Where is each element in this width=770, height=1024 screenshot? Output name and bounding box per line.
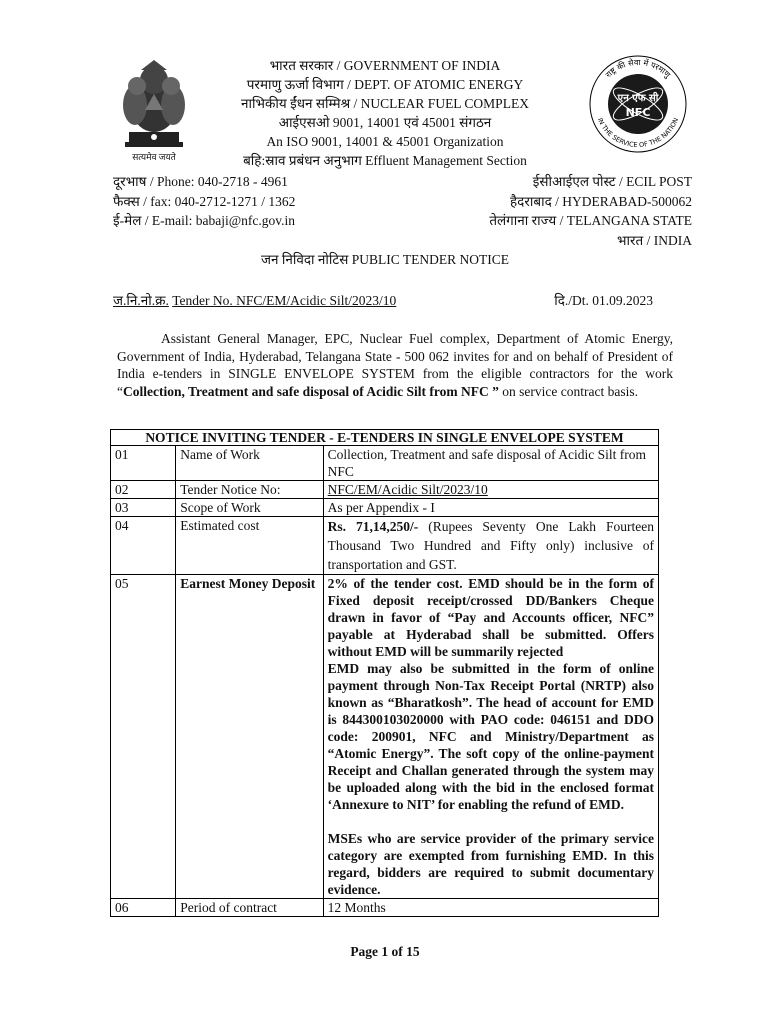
- national-emblem-icon: [115, 50, 193, 162]
- row-value: As per Appendix - I: [323, 499, 658, 517]
- table-row: [111, 446, 659, 481]
- header-line: भारत सरकार / GOVERNMENT OF INDIA: [269, 58, 501, 73]
- page-number: Page 1 of 15: [350, 944, 420, 959]
- table-row: [111, 899, 659, 917]
- row-label: Earnest Money Deposit: [176, 575, 323, 899]
- row-label: Estimated cost: [176, 517, 323, 575]
- tender-ref-prefix: ज.नि.नो.क्र.: [113, 293, 169, 308]
- row-number: 03: [111, 499, 176, 517]
- row-value: NFC/EM/Acidic Silt/2023/10: [323, 481, 658, 499]
- notice-heading: जन निविदा नोटिस PUBLIC TENDER NOTICE: [261, 252, 509, 267]
- row-number: 06: [111, 899, 176, 917]
- emblem-caption: सत्यमेव जयते: [132, 152, 176, 162]
- contact-block: [113, 172, 295, 231]
- estimated-cost-words: (Rupees Seventy One Lakh Fourteen Thousand Two Hundred and Fifty only) inclusive of transportation and GST.: [327, 519, 655, 572]
- header-line: परमाणु ऊर्जा विभाग / DEPT. OF ATOMIC ENERGY: [246, 77, 524, 92]
- header-line: An ISO 9001, 14001 & 45001 Organization: [266, 134, 504, 149]
- row-value: 12 Months: [323, 899, 658, 917]
- tender-date: दि./Dt. 01.09.2023: [554, 293, 653, 308]
- table-row: [111, 517, 659, 575]
- table-title-row: [111, 430, 659, 446]
- address-line: तेलंगाना राज्य / TELANGANA STATE: [489, 213, 692, 228]
- row-value: [323, 517, 658, 575]
- table-row: [111, 499, 659, 517]
- row-number: 01: [111, 446, 176, 481]
- emd-paragraph-1: 2% of the tender cost. EMD should be in the form of Fixed deposit receipt/crossed DD/Bankers Cheque drawn in favor of “Pay and Accounts officer, NFC” payable at Hyderabad shall be submitted. Offers without EMD will be summarily rejected: [327, 576, 654, 659]
- header-line: नाभिकीय ईंधन सम्मिश्र / NUCLEAR FUEL COMPLEX: [241, 96, 529, 111]
- row-value: Collection, Treatment and safe disposal of Acidic Silt from NFC: [323, 446, 658, 481]
- tender-number: Tender No. NFC/EM/Acidic Silt/2023/10: [172, 293, 397, 308]
- row-number: 04: [111, 517, 176, 575]
- svg-text:एन एफ सी: एन एफ सी: [617, 93, 659, 104]
- email-text: ई-मेल / E-mail: babaji@nfc.gov.in: [113, 213, 295, 228]
- row-number: 05: [111, 575, 176, 899]
- svg-text:NFC: NFC: [625, 106, 651, 119]
- emd-paragraph-2: EMD may also be submitted in the form of online payment through Non-Tax Receipt Portal (NRTP) also known as “Bharatkosh”. The head of account for EMD is 844300103020000 with PAO code: 046151 and DDO code: 200901, NFC and Ministry/Department as “Atomic Energy”. The soft copy of the online-payment Receipt and Challan generated through the system may be uploaded along with the bid in the enclosed format ‘Annexure to NIT’ for enabling the refund of EMD.: [327, 661, 654, 812]
- svg-text:IN THE SERVICE OF THE NATION: IN THE SERVICE OF THE NATION: [595, 116, 681, 150]
- letterhead: [200, 56, 570, 170]
- table-row: [111, 575, 659, 899]
- header-line: आईएसओ 9001, 14001 एवं 45001 संगठन: [278, 115, 492, 130]
- emd-paragraph-3: MSEs who are service provider of the primary service category are exempted from furnishing EMD. In this regard, bidders are required to submit documentary evidence.: [327, 831, 654, 897]
- estimated-cost-amount: Rs. 71,14,250/-: [327, 519, 419, 534]
- row-label: Period of contract: [176, 899, 323, 917]
- row-label: Tender Notice No:: [176, 481, 323, 499]
- row-number: 02: [111, 481, 176, 499]
- address-line: भारत / INDIA: [617, 232, 692, 248]
- notice-inviting-tender-table: [110, 429, 659, 917]
- intro-text-end: on service contract basis.: [498, 383, 638, 399]
- work-title: Collection, Treatment and safe disposal of Acidic Silt from NFC ”: [123, 383, 499, 399]
- row-label: Name of Work: [176, 446, 323, 481]
- address-line: हैदराबाद / HYDERABAD-500062: [510, 193, 692, 209]
- svg-text:राष्ट्र की सेवा में परमाणु: राष्ट्र की सेवा में परमाणु: [603, 57, 673, 80]
- address-line: ईसीआईएल पोस्ट / ECIL POST: [532, 174, 692, 189]
- row-label: Scope of Work: [176, 499, 323, 517]
- table-row: [111, 481, 659, 499]
- header-line: बहि:स्राव प्रबंधन अनुभाग Effluent Management Section: [243, 153, 527, 168]
- nfc-logo-icon: [583, 46, 693, 156]
- phone-text: दूरभाष / Phone: 040-2718 - 4961: [113, 174, 288, 189]
- table-title: NOTICE INVITING TENDER - E-TENDERS IN SINGLE ENVELOPE SYSTEM: [111, 430, 659, 446]
- row-value: [323, 575, 658, 899]
- intro-text: Assistant General Manager, EPC, Nuclear Fuel complex, Department of Atomic Energy, Government of India, Hyderabad, Telangana State - 500 062 invites for and on behalf of President of India e-tenders in SINGLE ENVELOPE SYSTEM from the eligible contractors for the work “: [117, 331, 673, 399]
- intro-paragraph: [117, 330, 673, 400]
- tender-reference: [113, 291, 396, 309]
- address-block: [489, 172, 692, 250]
- fax-text: फैक्स / fax: 040-2712-1271 / 1362: [113, 193, 296, 209]
